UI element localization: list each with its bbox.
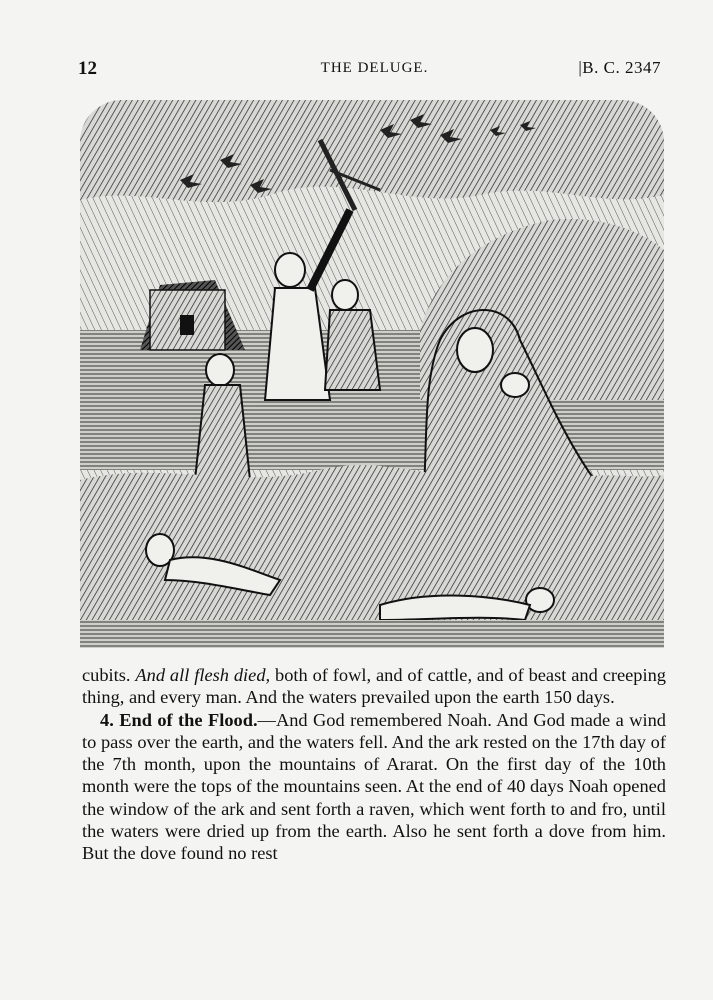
paragraph-1: cubits. And all flesh died, both of fowl, and of cattle, and of beast and creeping thing, and every man. And the waters prevailed upon the earth 150 days. (82, 665, 666, 708)
body-text (82, 664, 666, 865)
section-heading: 4. End of the Flood. (100, 709, 258, 730)
italic-phrase: And all flesh died, (135, 665, 271, 685)
running-title: THE DELUGE. (320, 60, 429, 76)
date-marker: |B. C. 2347 (578, 58, 661, 77)
paragraph-2: 4. End of the Flood.—And God remembered Noah. And God made a wind to pass over the earth, and the waters fell. And the ark rested on the 17th day of the 7th month, upon the mountains of Ararat. On the first day of the 10th month were the tops of the mountains seen. At the end of 40 days Noah opened the window of the ark and sent forth a raven, which went forth to and fro, until the waters were dried up from the earth. Also he sent forth a dove from him. But the dove found no rest (82, 709, 666, 864)
page-number: 12 (78, 58, 97, 79)
deluge-engraving (80, 100, 664, 648)
running-header (78, 58, 661, 82)
